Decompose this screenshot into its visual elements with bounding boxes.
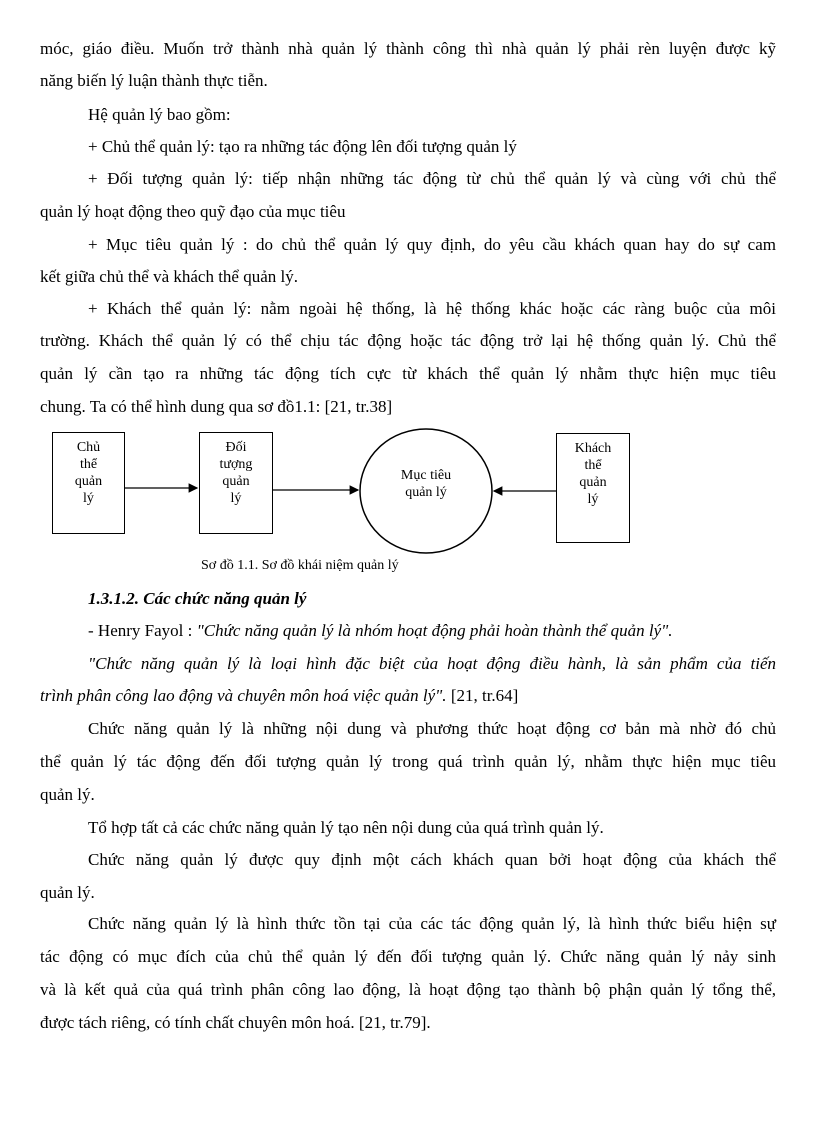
goal-circle-text: quản lý: [405, 485, 447, 500]
goal-circle-label: [376, 467, 476, 501]
item-goal-line: + Mục tiêu quản lý : do chủ thể quản lý quy định, do yêu cầu khách quan hay do sự cam: [88, 235, 776, 254]
para-form-line: và là kết quả của quá trình phân công lao động, là hoạt động tạo thành bộ phận quản lý tổng thể,: [40, 980, 776, 999]
box-object-text: lý: [230, 491, 242, 506]
box-subject-text: lý: [83, 491, 94, 506]
item-external-line: + Khách thể quản lý: nằm ngoài hệ thống, là hệ thống khác hoặc các ràng buộc của môi: [88, 299, 776, 318]
paragraph-intro-line: móc, giáo điều. Muốn trở thành nhà quản lý thành công thì nhà quản lý phải rèn luyện được kỹ: [40, 39, 776, 58]
box-subject-text: thể: [79, 457, 98, 472]
item-object-line: + Đối tượng quản lý: tiếp nhận những tác động từ chủ thể quản lý và cùng với chủ thể: [88, 169, 776, 188]
fayol-prefix: - Henry Fayol :: [88, 621, 197, 640]
box-object-text: Đối: [225, 440, 247, 455]
system-heading: Hệ quản lý bao gồm:: [88, 105, 231, 124]
box-external-text: thể: [584, 458, 602, 473]
section-heading: 1.3.1.2. Các chức năng quản lý: [88, 589, 307, 608]
para-objective-line: quản lý.: [40, 883, 95, 902]
para-form-line: Chức năng quản lý là hình thức tồn tại của các tác động quản lý, là hình thức biểu hiện sự: [88, 914, 776, 933]
para-function-line: quản lý.: [40, 785, 95, 804]
para-form-line: tác động có mục đích của chủ thể quản lý đến đối tượng quản lý. Chức năng quản lý nảy sinh: [40, 947, 776, 966]
para-objective-line: Chức năng quản lý được quy định một cách khách quan bởi hoạt động của khách thể: [88, 850, 776, 869]
box-object-text: tượng: [219, 457, 253, 472]
diagram-caption: Sơ đồ 1.1. Sơ đồ khái niệm quản lý: [201, 558, 399, 573]
item-external-line: quản lý cần tạo ra những tác động tích cực từ khách thể quản lý nhằm thực hiện mục tiêu: [40, 364, 776, 383]
item-goal-line: kết giữa chủ thể và khách thể quản lý.: [40, 267, 298, 286]
goal-circle-text: Mục tiêu: [400, 468, 452, 483]
box-subject-text: Chủ: [76, 440, 101, 455]
box-external-text: lý: [587, 492, 599, 507]
box-object-text: quản: [222, 474, 250, 489]
quote2-line: "Chức năng quản lý là loại hình đặc biệt của hoạt động điều hành, là sản phẩm của tiến: [88, 654, 776, 673]
fayol-quote: "Chức năng quản lý là nhóm hoạt động phải hoàn thành thể quản lý".: [196, 621, 673, 640]
box-external-text: Khách: [574, 441, 612, 456]
item-external-line: chung. Ta có thể hình dung qua sơ đồ1.1: [21, tr.38]: [40, 397, 393, 416]
quote2-ref: [21, tr.64]: [446, 686, 519, 705]
para-form-line: được tách riêng, có tính chất chuyên môn hoá. [21, tr.79].: [40, 1013, 431, 1032]
paragraph-intro-line: năng biến lý luận thành thực tiễn.: [40, 71, 268, 90]
box-subject-text: quản: [74, 474, 103, 489]
fayol-definition: [88, 620, 673, 642]
quote2-italic: trình phân công lao động và chuyên môn hoá việc quản lý".: [40, 686, 447, 705]
item-external-line: trường. Khách thể quản lý có thể chịu tác động hoặc tác động trở lại hệ thống quản lý. Chủ thể: [40, 331, 776, 350]
para-function-line: thể quản lý tác động đến đối tượng quản lý trong quá trình quản lý, nhằm thực hiện mục tiêu: [40, 752, 776, 771]
para-total: Tổ hợp tất cả các chức năng quản lý tạo nên nội dung của quá trình quản lý.: [88, 818, 604, 837]
box-external-text: quản: [579, 475, 607, 490]
para-function-line: Chức năng quản lý là những nội dung và phương thức hoạt động cơ bản mà nhờ đó chủ: [88, 719, 776, 738]
item-object-line: quản lý hoạt động theo quỹ đạo của mục tiêu: [40, 202, 346, 221]
item-subject: + Chủ thể quản lý: tạo ra những tác động lên đối tượng quản lý: [88, 137, 517, 156]
quote2-line: [40, 685, 518, 707]
